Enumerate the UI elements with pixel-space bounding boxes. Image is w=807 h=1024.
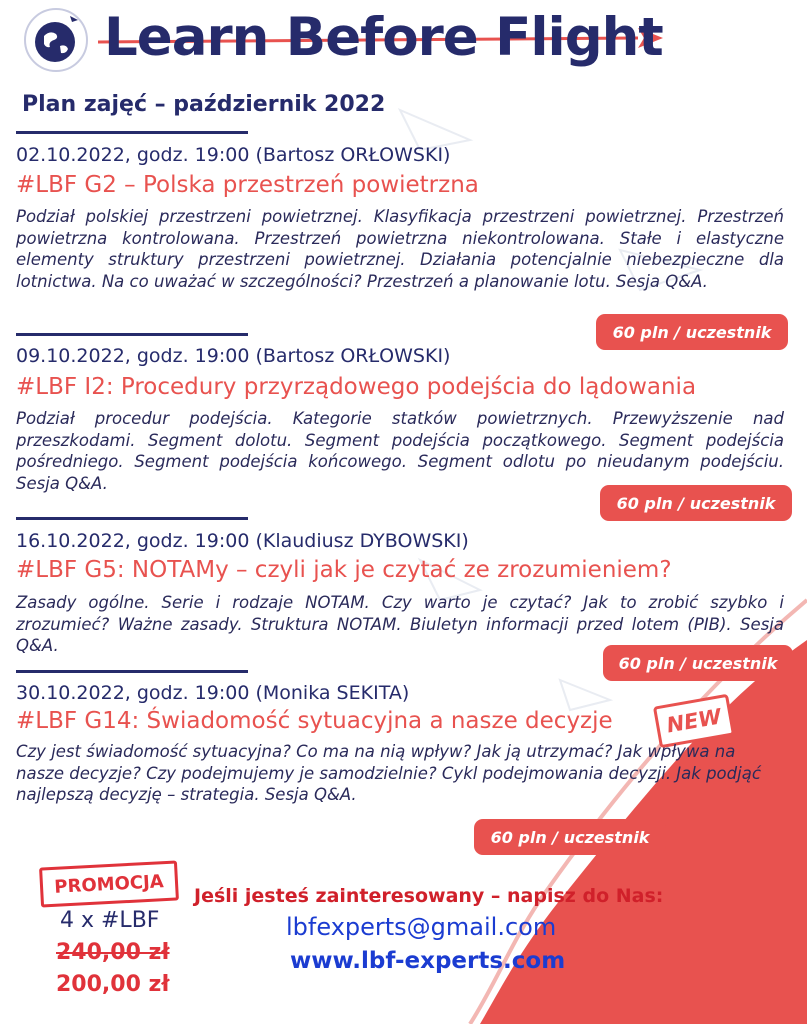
session-date: 30.10.2022, godz. 19:00 (Monika SEKITA) [16,682,410,704]
promo-new-price: 200,00 zł [56,972,170,997]
price-badge: 60 pln / uczestnik [596,314,788,350]
globe-airplane-logo-icon [22,6,90,74]
session-description: Czy jest świadomość sytuacyjna? Co ma na nią wpływ? Jak ją utrzymać? Jak wpływa na nasze decyzje? Czy podejmujemy je samodzielnie? Cykl podejmowania decyzji. Jak podjąć najlepszą decyzję – strategia. Sesja Q&A. [16,742,761,804]
session-date: 02.10.2022, godz. 19:00 (Bartosz ORŁOWSKI) [16,144,451,166]
session-title: #LBF G5: NOTAMy – czyli jak je czytać ze zrozumieniem? [16,557,672,583]
session-date: 16.10.2022, godz. 19:00 (Klaudiusz DYBOWSKI) [16,530,469,552]
session-title: #LBF I2: Procedury przyrządowego podejścia do lądowania [16,374,697,400]
divider-rule [16,131,248,134]
price-badge: 60 pln / uczestnik [474,819,666,855]
session-description: Podział procedur podejścia. Kategorie statków powietrznych. Przewyższenie nad przeszkodami. Segment dolotu. Segment podejścia początkowego. Segment podejścia pośredniego. Segment podejścia końcowego. Segment odlotu po nieudanym podejściu. Sesja Q&A. [16,409,784,493]
brand-title: Learn Before Flight [104,7,663,68]
promo-stamp: PROMOCJA [39,860,179,907]
session-description: Zasady ogólne. Serie i rodzaje NOTAM. Czy warto je czytać? Jak to zrobić szybko i zrozumieć? Ważne zasady. Struktura NOTAM. Biuletyn informacji przed lotem (PIB). Sesja Q&A. [16,593,784,655]
divider-rule [16,517,248,520]
price-badge: 60 pln / uczestnik [603,645,793,681]
session-title: #LBF G14: Świadomość sytuacyjna a nasze decyzje [16,708,613,734]
plan-title: Plan zajęć – październik 2022 [22,92,386,117]
session-date: 09.10.2022, godz. 19:00 (Bartosz ORŁOWSKI) [16,345,451,367]
price-badge: 60 pln / uczestnik [600,485,792,521]
new-badge: NEW [653,694,735,749]
contact-prompt: Jeśli jesteś zainteresowany – napisz do Nas: [194,885,664,907]
divider-rule [16,333,248,336]
session-title: #LBF G2 – Polska przestrzeń powietrzna [16,172,479,198]
session-description: Podział polskiej przestrzeni powietrznej. Klasyfikacja przestrzeni powietrznej. Przestrzeń powietrzna kontrolowana. Przestrzeń powietrzna niekontrolowana. Stałe i elastyczne elementy struktury przestrzeni powietrznej. Działania potencjalnie niebezpieczne dla lotnictwa. Na co uważać w szczególności? Przestrzeń a planowanie lotu. Sesja Q&A. [16,207,784,291]
promo-count: 4 x #LBF [60,908,160,933]
promo-old-price: 240,00 zł [56,940,170,965]
divider-rule [16,670,248,673]
contact-website-link[interactable]: www.lbf-experts.com [290,948,566,974]
contact-email-link[interactable]: lbfexperts@gmail.com [286,913,557,941]
